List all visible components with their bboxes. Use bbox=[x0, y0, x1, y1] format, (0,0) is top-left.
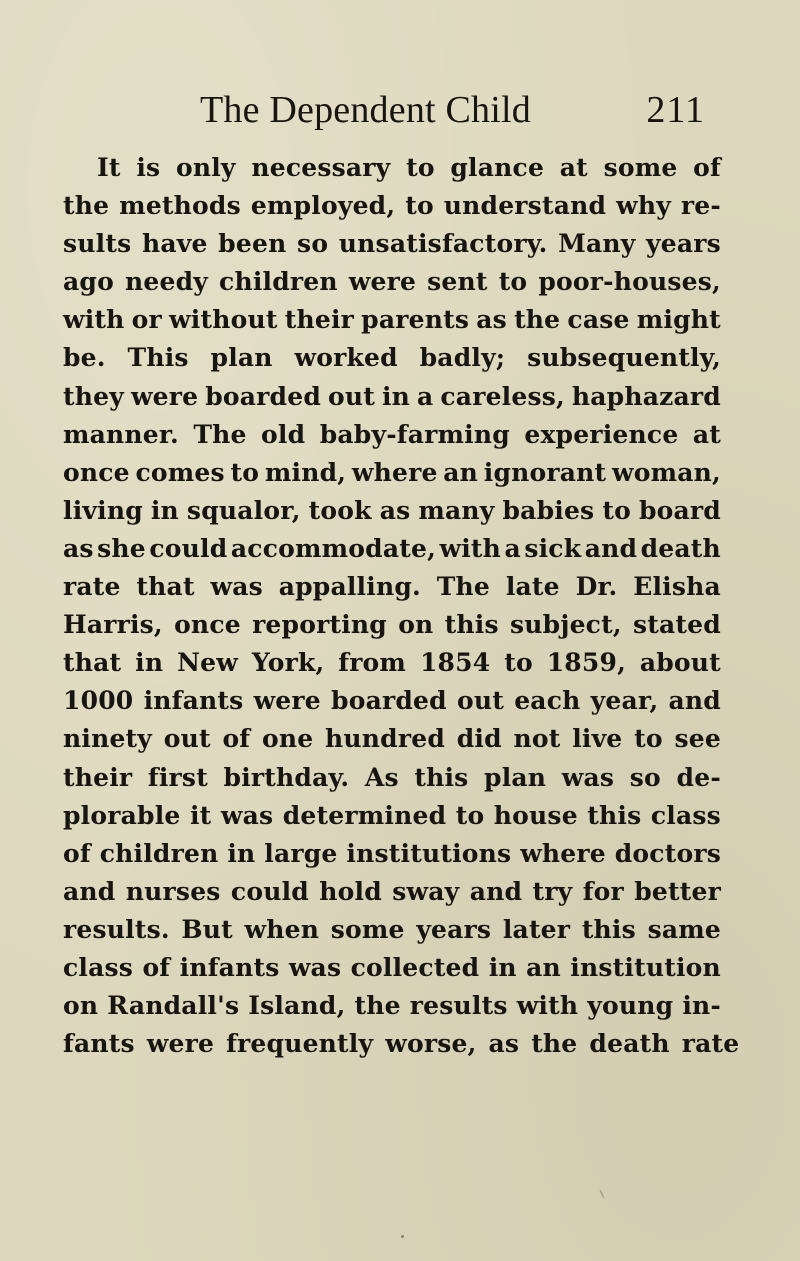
text-line: rate that was appalling. The late Dr. Elisha bbox=[63, 572, 721, 602]
text-line: once comes to mind, where an ignorant woman, bbox=[63, 457, 721, 487]
running-title: The Dependent Child bbox=[200, 89, 531, 131]
text-line: sults have been so unsatisfactory. Many years bbox=[63, 229, 721, 259]
text-line: plorable it was determined to house this class bbox=[63, 800, 721, 830]
text-line: 1000 infants were boarded out each year, and bbox=[63, 686, 721, 716]
text-line: as she could accommodate, with a sick and death bbox=[63, 533, 721, 563]
paper-speck bbox=[401, 1235, 404, 1238]
body-text bbox=[63, 149, 740, 1063]
running-head bbox=[200, 86, 705, 136]
text-line: the methods employed, to understand why re- bbox=[63, 191, 721, 221]
text-line: that in New York, from 1854 to 1859, about bbox=[63, 648, 721, 678]
text-line: be. This plan worked badly; subsequently, bbox=[63, 343, 721, 373]
text-line: with or without their parents as the case might bbox=[63, 305, 721, 335]
text-line: Harris, once reporting on this subject, stated bbox=[63, 610, 721, 640]
text-line: and nurses could hold sway and try for better bbox=[63, 876, 721, 906]
text-line: they were boarded out in a careless, haphazard bbox=[63, 381, 721, 411]
text-line: results. But when some years later this same bbox=[63, 914, 721, 944]
text-line: on Randall's Island, the results with young in- bbox=[63, 991, 721, 1021]
text-line: It is only necessary to glance at some of bbox=[97, 153, 721, 182]
text-line: fants were frequently worse, as the death rate bbox=[63, 1029, 740, 1059]
text-line: living in squalor, took as many babies to board bbox=[63, 495, 721, 525]
text-line: class of infants was collected in an institution bbox=[63, 952, 721, 982]
paper-speck bbox=[599, 1189, 605, 1199]
page-number: 211 bbox=[646, 89, 705, 131]
text-line: ninety out of one hundred did not live to see bbox=[63, 724, 721, 754]
text-line: ago needy children were sent to poor-houses, bbox=[63, 267, 721, 297]
text-line: of children in large institutions where doctors bbox=[63, 838, 721, 868]
text-line: manner. The old baby-farming experience at bbox=[63, 419, 721, 449]
text-line: their first birthday. As this plan was so de- bbox=[63, 762, 721, 792]
